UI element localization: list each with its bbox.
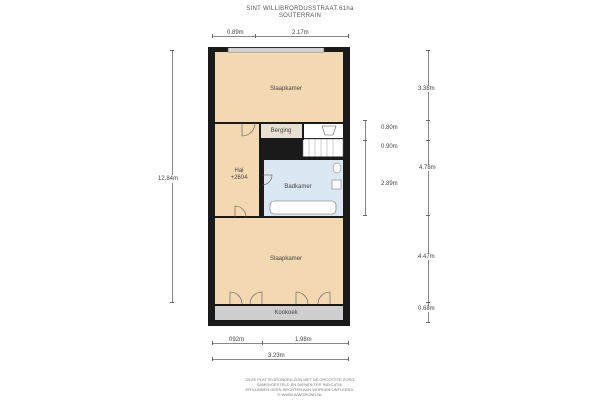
right-dimension-3: 0.90m bbox=[381, 144, 398, 150]
total-dim-tick bbox=[212, 357, 213, 361]
right-dimension-5: 2.89m bbox=[381, 181, 398, 187]
hall-code: +2604 bbox=[230, 175, 248, 181]
bottom-dim-tick bbox=[348, 341, 349, 345]
floor-title: SOUTERRAIN bbox=[278, 13, 322, 19]
bottom-dimension-right: 1.98m bbox=[295, 337, 312, 343]
right-dimension-6: 4.47m bbox=[418, 254, 435, 260]
bottom-dim-tick bbox=[262, 341, 263, 345]
total-dimension-line bbox=[212, 359, 348, 360]
bottom-dimension-left: 092m bbox=[229, 337, 245, 343]
disclaimer-line-3: ER KUNNEN GEEN RECHTEN AAN WORDEN ONTLEEND. bbox=[245, 387, 355, 392]
disclaimer-line-2: SAMENGESTELD EN DIENEN TER INDICATIE. bbox=[256, 382, 344, 387]
right-dimension-7: 0.68m bbox=[418, 306, 435, 312]
sink bbox=[332, 180, 341, 189]
bathtub bbox=[270, 201, 336, 214]
disclaimer-line-1: DEZE PLATTEGRONDEN ZIJN MET DE GROOTSTE ZORG bbox=[245, 377, 355, 382]
storage-label: Berging bbox=[270, 128, 292, 134]
left-dimension-label: 12.84m bbox=[158, 176, 179, 182]
right-dimension-2: 0.80m bbox=[381, 125, 398, 131]
top-dimension-right: 2.17m bbox=[292, 30, 309, 36]
hall-label: Hal bbox=[234, 168, 244, 174]
right-dimension-4: 4.78m bbox=[419, 165, 436, 171]
disclaimer-line-4: © WWW.WWGROND.NL bbox=[277, 392, 323, 397]
bedroom-bottom-label: Slaapkamer bbox=[269, 256, 302, 262]
toilet bbox=[333, 163, 341, 173]
bottom-dim-tick bbox=[212, 341, 213, 345]
total-dim-tick bbox=[348, 357, 349, 361]
bottom-dimension-line bbox=[212, 343, 348, 344]
address-title: SINT WILLIBRORDUSSTRAAT 61ha bbox=[246, 6, 354, 12]
crawlspace-label: Kookoek bbox=[274, 310, 298, 316]
right-dimension-1: 3.38m bbox=[418, 86, 435, 92]
bottom-dimension-total: 3.23m bbox=[268, 353, 285, 359]
bathroom-label: Badkamer bbox=[284, 184, 312, 190]
bedroom-top-label: Slaapkamer bbox=[269, 86, 302, 92]
top-dimension-left: 0.89m bbox=[227, 30, 244, 36]
